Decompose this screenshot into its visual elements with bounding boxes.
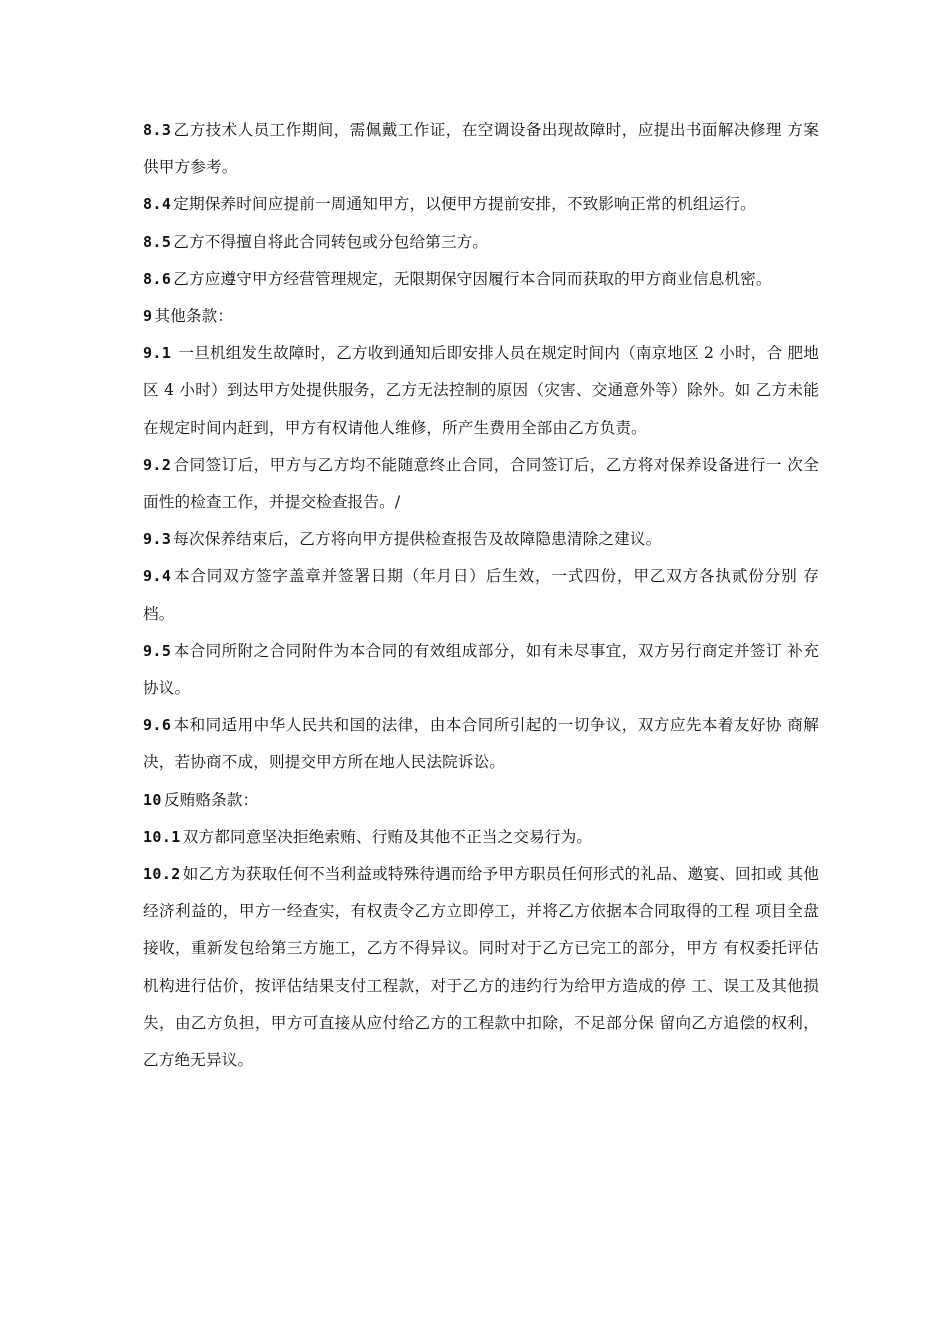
clause-text: 本合同所附之合同附件为本合同的有效组成部分，如有未尽事宜，双方另行商定并签订 补充协议。 xyxy=(143,641,819,698)
section-10-heading xyxy=(143,782,819,819)
section-number: 10 xyxy=(143,790,162,809)
clause-8-3 xyxy=(143,112,819,186)
clause-text: 乙方不得擅自将此合同转包或分包给第三方。 xyxy=(173,232,489,251)
contract-body xyxy=(143,112,819,1079)
clause-number: 8.4 xyxy=(143,195,172,214)
section-number: 9 xyxy=(143,307,153,326)
clause-9-1 xyxy=(143,335,819,447)
clause-text: 如乙方为获取任何不当利益或特殊待遇而给予甲方职员任何形式的礼品、邀宴、回扣或 其他经济利益的，甲方一经查实，有权责令乙方立即停工，并将乙方依据本合同取得的工程 项目全盘接收，重新发包给第三方施工，乙方不得异议。同时对于乙方已完工的部分，甲方 有权委托评估机构进行估价，按评估结果支付工程款，对于乙方的违约行为给甲方造成的停 工、误工及其他损失，由乙方负担，甲方可直接从应付给乙方的工程款中扣除，不足部分保 留向乙方追偿的权利，乙方绝无异议。 xyxy=(143,865,819,1070)
clause-number: 8.6 xyxy=(143,269,172,288)
clause-9-6 xyxy=(143,707,819,781)
clause-9-2 xyxy=(143,447,819,521)
clause-10-1 xyxy=(143,819,819,856)
clause-9-5 xyxy=(143,633,819,707)
clause-number: 9.4 xyxy=(143,567,172,586)
clause-8-4 xyxy=(143,186,819,223)
section-title: 其他条款： xyxy=(154,307,234,326)
clause-number: 9.5 xyxy=(143,641,172,660)
clause-text: 合同签订后，甲方与乙方均不能随意终止合同，合同签订后，乙方将对保养设备进行一 次全面性的检查工作，并提交检查报告。/ xyxy=(143,455,819,512)
clause-8-5 xyxy=(143,224,819,261)
clause-text: 乙方技术人员工作期间，需佩戴工作证，在空调设备出现故障时，应提出书面解决修理 方案供甲方参考。 xyxy=(143,121,819,177)
clause-number: 9.6 xyxy=(143,716,172,735)
clause-number: 8.3 xyxy=(143,121,172,139)
clause-text: 每次保养结束后，乙方将向甲方提供检查报告及故障隐患清除之建议。 xyxy=(173,530,662,549)
clause-9-3 xyxy=(143,521,819,558)
clause-number: 10.1 xyxy=(143,827,181,846)
clause-number: 8.5 xyxy=(143,232,172,251)
clause-text: 定期保养时间应提前一周通知甲方，以便甲方提前安排，不致影响正常的机组运行。 xyxy=(173,195,756,214)
section-title: 反贿赂条款： xyxy=(163,790,259,809)
clause-9-4 xyxy=(143,558,819,632)
clause-text: 本合同双方签字盖章并签署日期（年月日）后生效，一式四份，甲乙双方各执贰份分别 存档。 xyxy=(143,567,819,623)
clause-number: 9.2 xyxy=(143,455,172,474)
clause-10-2 xyxy=(143,856,819,1079)
clause-text: 一旦机组发生故障时，乙方收到通知后即安排人员在规定时间内（南京地区 2 小时，合 肥地区 4 小时）到达甲方处提供服务，乙方无法控制的原因（灾害、交通意外等）除外。如 乙方未能在规定时间内赶到，甲方有权请他人维修，所产生费用全部由乙方负责。 xyxy=(143,344,819,437)
clause-text: 乙方应遵守甲方经营管理规定，无限期保守因履行本合同而获取的甲方商业信息机密。 xyxy=(173,269,772,288)
clause-number: 9.1 xyxy=(143,344,172,363)
clause-text: 本和同适用中华人民共和国的法律，由本合同所引起的一切争议，双方应先本着友好协 商解决，若协商不成，则提交甲方所在地人民法院诉讼。 xyxy=(143,716,819,772)
clause-number: 10.2 xyxy=(143,865,181,884)
section-9-heading xyxy=(143,298,819,335)
clause-number: 9.3 xyxy=(143,530,172,549)
clause-8-6 xyxy=(143,261,819,298)
clause-text: 双方都同意坚决拒绝索贿、行贿及其他不正当之交易行为。 xyxy=(182,827,593,846)
